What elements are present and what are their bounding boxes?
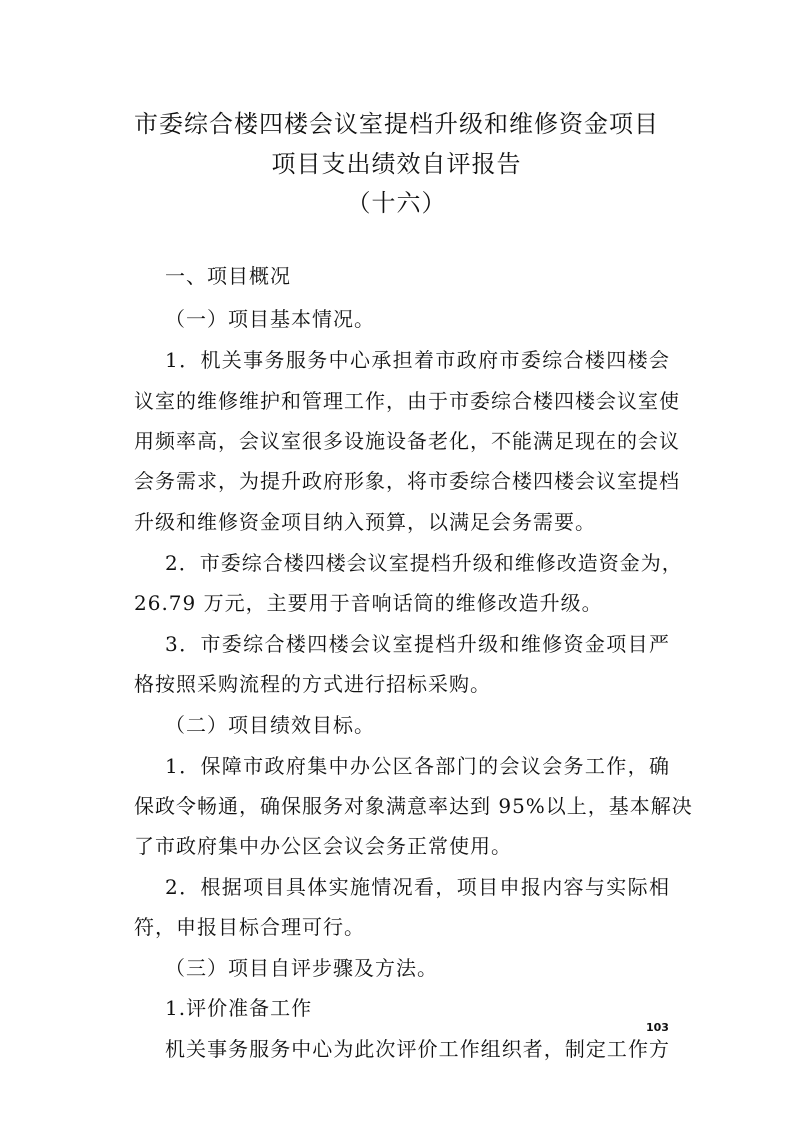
body-line: 1.评价准备工作 (165, 996, 313, 1020)
subsection-heading: （二）项目绩效目标。 (165, 713, 375, 737)
title-line-3: （十六） (346, 189, 447, 217)
body-line: 1．保障市政府集中办公区各部门的会议会务工作，确 (165, 754, 670, 778)
body-line: 1．机关事务服务中心承担着市政府市委综合楼四楼会 (165, 348, 670, 372)
body-line: 格按照采购流程的方式进行招标采购。 (134, 672, 491, 696)
body-line: 保政令畅通，确保服务对象满意率达到 95%以上，基本解决 (134, 794, 693, 818)
body-line: 3．市委综合楼四楼会议室提档升级和维修资金项目严 (165, 632, 670, 656)
body-line: 用频率高，会议室很多设施设备老化，不能满足现在的会议 (134, 429, 680, 453)
body-line: 符，申报目标合理可行。 (134, 915, 365, 939)
body-line: 会务需求，为提升政府形象，将市委综合楼四楼会议室提档 (134, 469, 680, 493)
body-line: 26.79 万元，主要用于音响话筒的维修改造升级。 (134, 591, 603, 615)
title-line-2: 项目支出绩效自评报告 (271, 150, 522, 178)
title-line-1: 市委综合楼四楼会议室提档升级和维修资金项目 (134, 110, 659, 138)
body-line: 2．市委综合楼四楼会议室提档升级和维修改造资金为， (165, 551, 683, 575)
page-number: 103 (646, 1021, 669, 1034)
body-line: 2．根据项目具体实施情况看，项目申报内容与实际相 (165, 875, 670, 899)
body-line: 了市政府集中办公区会议会务正常使用。 (134, 834, 512, 858)
body-line: 机关事务服务中心为此次评价工作组织者，制定工作方 (165, 1037, 670, 1061)
body-line: 议室的维修维护和管理工作，由于市委综合楼四楼会议室使 (134, 389, 680, 413)
subsection-heading: （三）项目自评步骤及方法。 (165, 956, 438, 980)
subsection-heading: （一）项目基本情况。 (165, 307, 375, 331)
body-line: 升级和维修资金项目纳入预算，以满足会务需要。 (134, 510, 596, 534)
section-heading: 一、项目概况 (165, 264, 291, 288)
